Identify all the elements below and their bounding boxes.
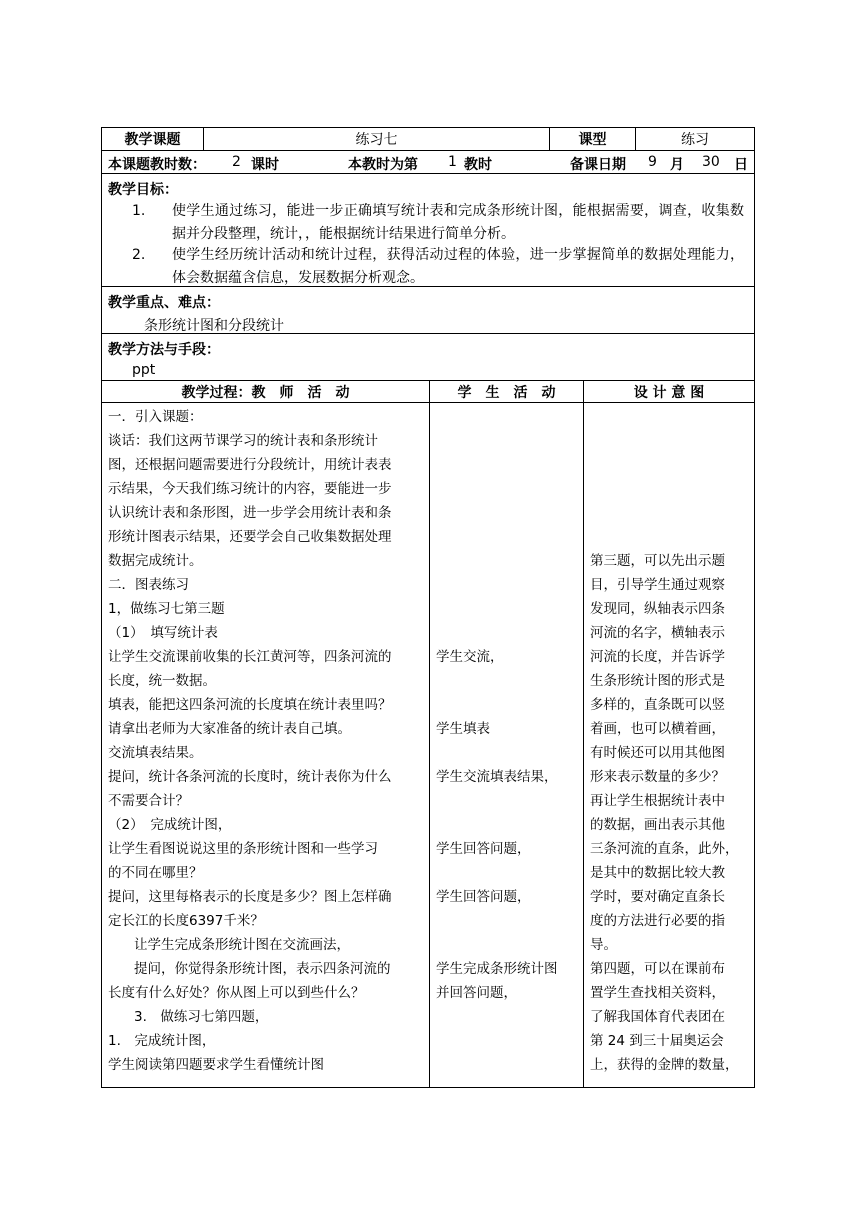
student-line (436, 669, 584, 693)
teacher-line: 认识统计表和条形图，进一步学会用统计表和条 (108, 505, 392, 521)
design-line (590, 525, 752, 549)
design-line: 发现同，纵轴表示四条 (590, 601, 725, 617)
student-line (436, 789, 584, 813)
methods-text: ppt (132, 362, 156, 378)
design-line: 着画，也可以横着画， (590, 721, 725, 737)
teacher-line: 3. 做练习七第四题， (134, 1009, 269, 1025)
lesson-plan-table (101, 127, 755, 1088)
design-line: 目，引导学生通过观察 (590, 577, 725, 593)
design-line: 了解我国体育代表团在 (590, 1009, 725, 1025)
design-line: 上，获得的金牌的数量， (590, 1057, 739, 1073)
teacher-line: （1） 填写统计表 (108, 625, 218, 641)
design-line: 三条河流的直条，此外， (590, 841, 739, 857)
teacher-line: 长度，统一数据。 (108, 673, 216, 689)
design-line: 学时，要对确定直条长 (590, 889, 725, 905)
student-line (436, 909, 584, 933)
teacher-line: 1. 完成统计图， (108, 1033, 216, 1049)
student-line (436, 1005, 584, 1029)
total-hours-label: 本课题教时数： (108, 157, 206, 173)
goal-item (132, 244, 744, 290)
teacher-line: 图，还根据问题需要进行分段统计，用统计表表 (108, 457, 392, 473)
student-line: 学生交流， (436, 649, 504, 665)
design-line: 有时候还可以用其他图 (590, 745, 725, 761)
student-activity-header: 学 生 活 动 (430, 381, 584, 402)
teacher-line: 让学生交流课前收集的长江黄河等，四条河流的 (108, 649, 392, 665)
topic-value: 练习七 (204, 128, 550, 150)
design-line: 导。 (590, 937, 617, 953)
teacher-line: 提问，统计各条河流的长度时，统计表你为什么 (108, 769, 392, 785)
design-line: 度的方法进行必要的指 (590, 913, 725, 929)
design-line: 第四题，可以在课前布 (590, 961, 725, 977)
student-line (436, 453, 584, 477)
student-line (436, 549, 584, 573)
goals-row (102, 174, 754, 287)
teacher-line: 二．图表练习 (108, 577, 189, 593)
key-points-label: 教学重点、难点： (108, 295, 220, 311)
prep-date-month: 9 (648, 154, 657, 170)
teacher-line: 让学生看图说说这里的条形统计图和一些学习 (108, 841, 378, 857)
goal-number: 1. (132, 203, 146, 219)
teacher-line: 一．引入课题： (108, 409, 203, 425)
student-activity-text (436, 405, 584, 1077)
topic-row (102, 128, 754, 151)
methods-label: 教学方法与手段： (108, 342, 220, 358)
design-line: 多样的，直条既可以竖 (590, 697, 725, 713)
design-line: 河流的名字，横轴表示 (590, 625, 725, 641)
process-body-row (102, 403, 754, 1087)
current-hour-label: 本教时为第 (348, 157, 418, 173)
design-intent-header: 设 计 意 图 (633, 384, 705, 401)
design-line: 第 24 到三十届奥运会 (590, 1033, 724, 1049)
total-hours-value: 2 (232, 154, 241, 170)
teacher-line: 的不同在哪里？ (108, 865, 203, 881)
student-line (436, 1053, 584, 1077)
student-line (436, 597, 584, 621)
student-line (436, 813, 584, 837)
teacher-line: 数据完成统计。 (108, 553, 203, 569)
prep-date-day-unit: 日 (734, 157, 748, 173)
goal-text: 使学生经历统计活动和统计过程，获得活动过程的体验，进一步掌握简单的数据处理能力，体会数据蕴含信息，发展数据分析观念。 (172, 247, 744, 286)
current-hour-unit: 教时 (464, 157, 492, 173)
key-points-row (102, 287, 754, 334)
teacher-line: 提问，你觉得条形统计图，表示四条河流的 (134, 961, 391, 977)
student-line (436, 429, 584, 453)
teacher-line: 填表，能把这四条河流的长度填在统计表里吗？ (108, 697, 392, 713)
student-line (436, 861, 584, 885)
student-line (436, 693, 584, 717)
type-label: 课型 (550, 128, 636, 150)
type-value: 练习 (681, 132, 709, 148)
teacher-activity-text (108, 405, 427, 1077)
design-line: 再让学生根据统计表中 (590, 793, 725, 809)
teacher-line: 交流填表结果。 (108, 745, 203, 761)
teacher-line: 形统计图表示结果，还要学会自己收集数据处理 (108, 529, 392, 545)
student-line: 学生回答问题， (436, 889, 531, 905)
design-line: 的数据，画出表示其他 (590, 817, 725, 833)
student-line (436, 1029, 584, 1053)
goals-label: 教学目标： (108, 182, 178, 198)
design-line: 河流的长度，并告诉学 (590, 649, 725, 665)
goal-text: 使学生通过练习，能进一步正确填写统计表和完成条形统计图，能根据需要，调查，收集数据并分段整理，统计，，能根据统计结果进行简单分析。 (172, 203, 744, 242)
student-line (436, 501, 584, 525)
teacher-activity-header: 教学过程：教 师 活 动 (102, 381, 430, 402)
student-line: 学生完成条形统计图 (436, 961, 558, 977)
teacher-line: 1，做练习七第三题 (108, 601, 225, 617)
topic-label: 教学课题 (102, 128, 204, 150)
design-line: 置学生查找相关资料， (590, 985, 725, 1001)
teacher-line: 学生阅读第四题要求学生看懂统计图 (108, 1057, 324, 1073)
design-line: 是其中的数据比较大教 (590, 865, 725, 881)
design-line (590, 405, 752, 429)
teacher-line: 长度有什么好处？你从图上可以到些什么？ (108, 985, 365, 1001)
design-line: 形来表示数量的多少？ (590, 769, 725, 785)
design-intent-text (590, 405, 752, 1077)
design-line (590, 501, 752, 525)
prep-date-label: 备课日期 (570, 157, 626, 173)
teacher-line: （2） 完成统计图， (108, 817, 232, 833)
student-line (436, 933, 584, 957)
teacher-line: 定长江的长度6397千米？ (108, 913, 264, 929)
methods-row (102, 334, 754, 381)
key-points-text: 条形统计图和分段统计 (144, 318, 284, 334)
student-line (436, 525, 584, 549)
design-line (590, 429, 752, 453)
design-line: 生条形统计图的形式是 (590, 673, 725, 689)
student-line: 并回答问题， (436, 985, 517, 1001)
student-line: 学生交流填表结果， (436, 769, 558, 785)
goal-item (132, 200, 744, 246)
teacher-line: 提问，这里每格表示的长度是多少？图上怎样确 (108, 889, 392, 905)
student-line: 学生填表 (436, 721, 490, 737)
design-line (590, 453, 752, 477)
hours-row (102, 151, 754, 174)
student-line (436, 621, 584, 645)
prep-date-month-unit: 月 (670, 157, 684, 173)
prep-date-day: 30 (702, 154, 720, 170)
teacher-line: 谈话：我们这两节课学习的统计表和条形统计 (108, 433, 378, 449)
process-header-row (102, 381, 754, 403)
current-hour-value: 1 (448, 154, 457, 170)
teacher-line: 示结果，今天我们练习统计的内容，要能进一步 (108, 481, 392, 497)
design-line: 第三题，可以先出示题 (590, 553, 725, 569)
student-line (436, 573, 584, 597)
teacher-line: 让学生完成条形统计图在交流画法， (134, 937, 350, 953)
student-line (436, 741, 584, 765)
goal-number: 2. (132, 247, 146, 263)
student-line: 学生回答问题， (436, 841, 531, 857)
teacher-line: 不需要合计？ (108, 793, 189, 809)
student-line (436, 477, 584, 501)
teacher-line: 请拿出老师为大家准备的统计表自己填。 (108, 721, 351, 737)
design-line (590, 477, 752, 501)
total-hours-unit: 课时 (251, 157, 279, 173)
student-line (436, 405, 584, 429)
